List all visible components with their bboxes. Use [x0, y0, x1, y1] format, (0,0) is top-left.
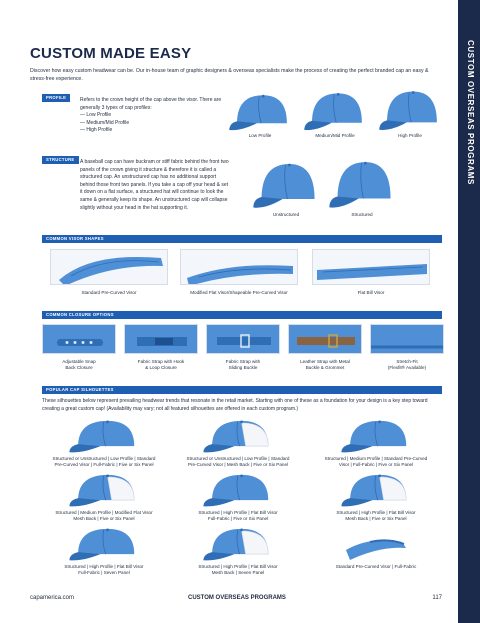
intro-text: Discover how easy custom headwear can be. Our in-house team of graphic designers & overseas specialists make the process of creating the perfect branded cap an easy & stress-free experience.	[30, 68, 429, 82]
closure-sliding-buckle-image	[206, 324, 280, 354]
footer-website-link[interactable]: capamerica.com	[30, 595, 75, 601]
sidebar	[458, 0, 480, 623]
silhouette-cap-image	[68, 418, 140, 454]
caption-high-profile: High Profile	[398, 133, 422, 138]
silhouette-caption: Structured | High Profile | Flat Bill Visor Mesh Back | Five or Six Panel	[336, 510, 416, 522]
caption-closure-sliding-buckle: Fabric Strap with Sliding Buckle	[225, 359, 261, 371]
silhouette-section-bar: POPULAR CAP SILHOUETTES	[42, 386, 442, 394]
caption-visor-flat: Flat Bill Visor	[357, 290, 385, 295]
cap-mid-profile-image	[303, 90, 367, 132]
profile-text	[80, 97, 230, 135]
silhouette-cap-image	[202, 526, 274, 562]
silhouette-cap-image	[202, 418, 274, 454]
closure-hook-loop-image	[124, 324, 198, 354]
footer	[30, 595, 442, 605]
visor-modified-flat-image	[180, 249, 298, 285]
silhouette-caption: Structured or Unstructured | Low Profile | Standard Pre-Curved Visor | Full-Fabric | Five or Six Panel	[52, 456, 156, 468]
caption-closure-snapback: Adjustable Snap Back Closure	[62, 359, 96, 371]
caption-unstructured: Unstructured	[272, 212, 300, 217]
closure-snapback-image	[42, 324, 116, 354]
silhouette-caption: Structured | High Profile | Flat Bill Visor Mesh Back | Seven Panel	[198, 564, 278, 576]
cap-structured-image	[328, 158, 396, 210]
sidebar-label: CUSTOM OVERSEAS PROGRAMS	[466, 40, 475, 185]
profile-item: — Low Profile	[80, 112, 112, 119]
visor-flat-bill-image	[312, 249, 430, 285]
silhouette-cap-image	[68, 472, 140, 508]
caption-mid-profile: Medium/Mid Profile	[315, 133, 355, 138]
page-number: 117	[432, 595, 442, 601]
profile-description: Refers to the crown height of the cap above the visor. There are generally 3 types of cap profiles:	[80, 97, 222, 111]
profile-item: — Medium/Mid Profile	[80, 119, 130, 126]
silhouette-caption: Structured | Medium Profile | Modified Flat Visor Mesh Back | Five or Six Panel	[55, 510, 153, 522]
cap-high-profile-image	[378, 88, 442, 132]
cap-low-profile-image	[228, 92, 292, 132]
closure-stretch-fit-image	[370, 324, 444, 354]
silhouette-cap-image	[202, 472, 274, 508]
caption-low-profile: Low Profile	[248, 133, 272, 138]
profile-item: — High Profile	[80, 127, 113, 134]
caption-structured: Structured	[351, 212, 373, 217]
structure-badge: STRUCTURE	[42, 156, 79, 164]
silhouette-cap-image	[340, 418, 412, 454]
cap-unstructured-image	[252, 160, 320, 210]
caption-closure-leather: Leather Strap with Metal Buckle & Grommet	[300, 359, 350, 371]
footer-section-title: CUSTOM OVERSEAS PROGRAMS	[188, 595, 286, 601]
silhouette-cap-image	[340, 472, 412, 508]
silhouette-caption: Structured | High Profile | Flat Bill Visor Full-Fabric | Five or Six Panel	[198, 510, 278, 522]
silhouette-caption: Structured or Unstructured | Low Profile | Standard Pre-Curved Visor | Mesh Back | Five or Six Panel	[186, 456, 290, 468]
silhouette-caption: Standard Pre-Curved Visor | Full-Fabric	[335, 564, 417, 569]
closure-leather-strap-image	[288, 324, 362, 354]
visor-section-bar: COMMON VISOR SHAPES	[42, 235, 442, 243]
caption-closure-hook-loop: Fabric Strap with Hook & Loop Closure	[137, 359, 185, 371]
page-title: CUSTOM MADE EASY	[30, 45, 192, 62]
silhouette-caption: Structured | High Profile | Flat Bill Visor Full-Fabric | Seven Panel	[64, 564, 144, 576]
visor-standard-image	[50, 249, 168, 285]
silhouette-cap-image	[68, 526, 140, 562]
caption-closure-stretch: Stretch-Fit (Flexfit® Available)	[387, 359, 427, 371]
silhouette-intro: These silhouettes below represent prevailing headwear trends that resonate in the retail market. Starting with one of these as a foundation for your design is a key step toward creating a great custom cap! (Availability may vary; not all featured silhouettes are offered in each custom program.)	[42, 398, 428, 412]
visor-only-image	[340, 534, 412, 562]
closure-section-bar: COMMON CLOSURE OPTIONS	[42, 311, 442, 319]
profile-badge: PROFILE	[42, 94, 70, 102]
caption-visor-standard: Standard Pre-Curved Visor	[81, 290, 137, 295]
structure-text: A baseball cap can have buckram or stiff fabric behind the front two panels of the crown giving it structure & therefore it is called a structured cap. An unstructured cap has no additional support behind those front two panels. If you take a cap off your head & set it down on a flat surface, a structured hat will continue to look the same & generally keep its shape. An unstructured cap will collapse slightly without your head in the hat supporting it.	[80, 159, 229, 211]
caption-visor-modified: Modified Flat Visor/Shapeable Pre-Curved Visor	[190, 290, 288, 295]
silhouette-caption: Structured | Medium Profile | Standard Pre-Curved Visor | Full-Fabric | Five or Six Panel	[324, 456, 428, 468]
